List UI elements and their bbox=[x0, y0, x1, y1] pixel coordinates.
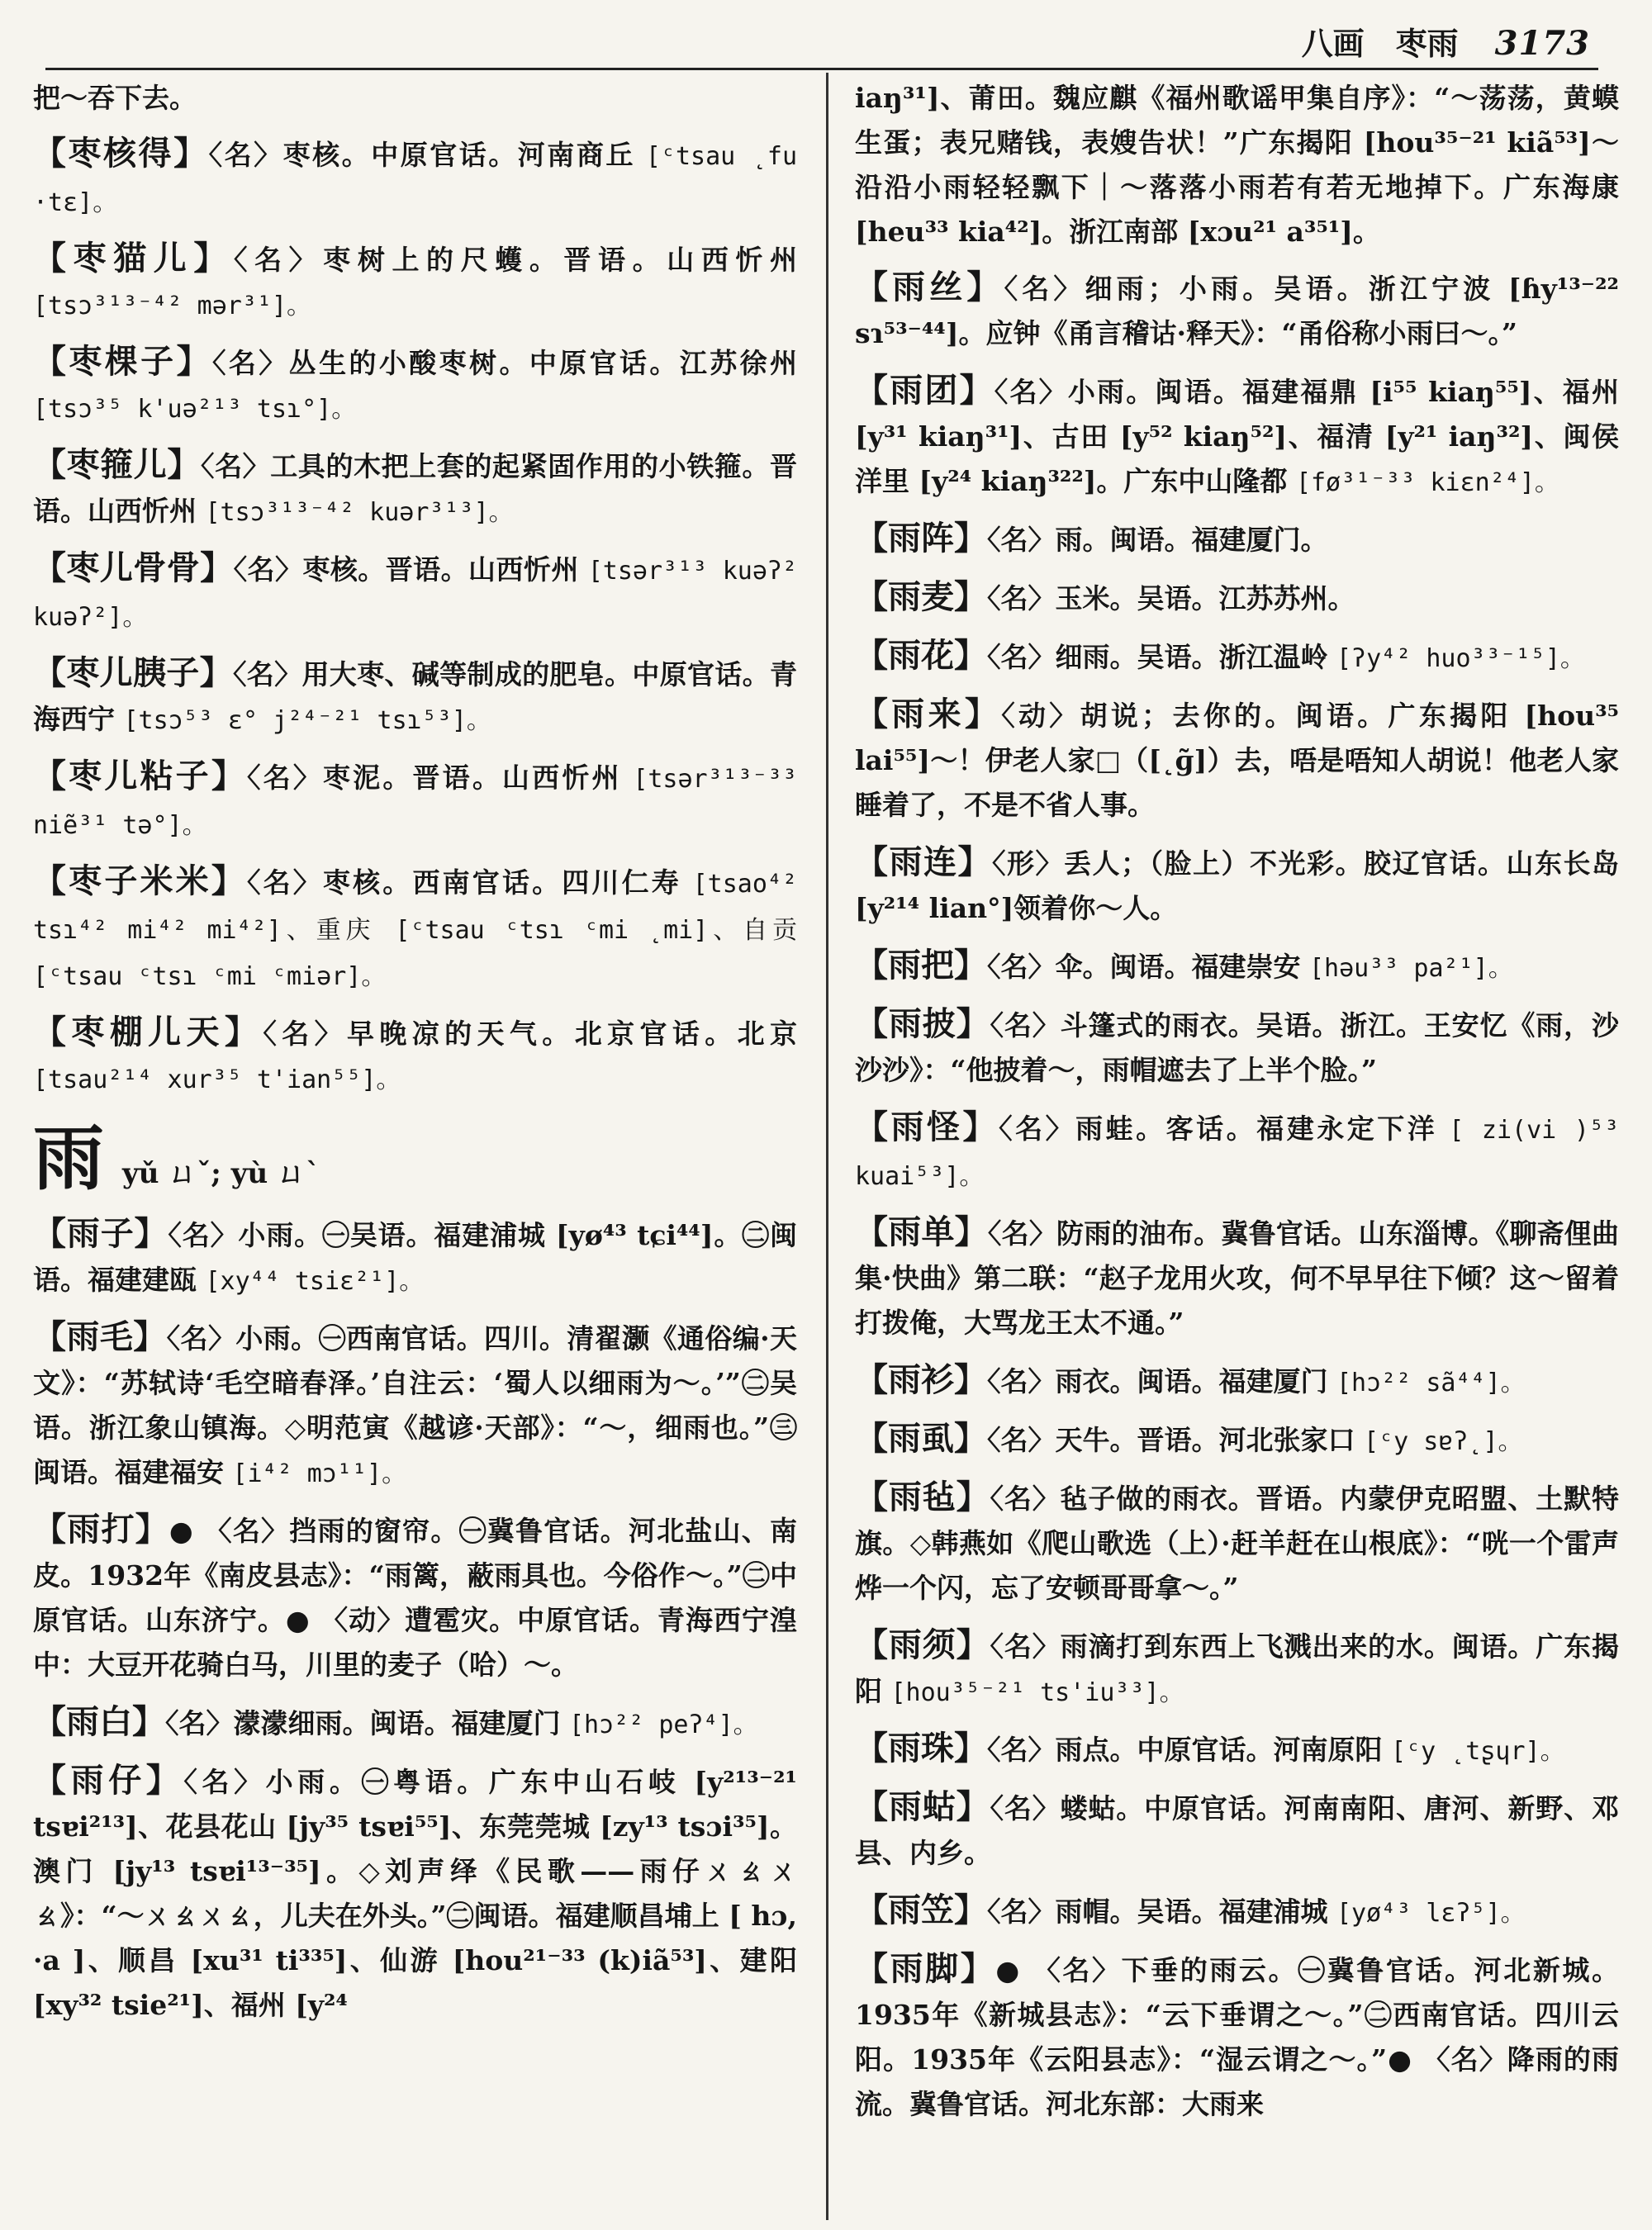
head-character: 雨 bbox=[33, 1117, 104, 1200]
entry-headword: 【雨丝】 bbox=[855, 268, 1004, 306]
entry-headword: 【雨珠】 bbox=[855, 1729, 987, 1767]
entry-phonetic: [xy⁴⁴ tsiɛ²¹]。 bbox=[205, 1267, 425, 1296]
entry-phonetic: [ᶜy sɐʔ˛]。 bbox=[1364, 1427, 1523, 1456]
entry-headword: 【雨单】 bbox=[855, 1213, 988, 1251]
entry-headword: 【枣箍儿】 bbox=[33, 446, 201, 484]
entry-definition: 〈名〉小雨。㊀粤语。广东中山石岐 [y²¹³⁻²¹ tsɐi²¹³]、花县花山 [jy³⁵ tsɐi⁵⁵]、东莞莞城 [zy¹³ tsɔi³⁵]。澳门 [jy¹³ tsɐi¹³⁻³⁵]。◇刘声绎《民歌——雨仔ㄨㄠㄨㄠ》：“～ㄨㄠㄨㄠ，儿夫在外头。”㊁闽语。福建顺昌埔上 [ hɔ, ·a ]、顺昌 [xu³¹ ti³³⁵]、仙游 [hou²¹⁻³³ (k)iã⁵³]、建阳 [xy³² tsie²¹]、福州 [y²⁴ bbox=[33, 1766, 797, 2021]
entry-phonetic: [tsɔ³⁵ k'uə²¹³ tsɿ°]。 bbox=[33, 395, 357, 424]
entry-phonetic: [i⁴² mɔ¹¹]。 bbox=[232, 1459, 407, 1488]
entry-headword: 【枣棵子】 bbox=[33, 343, 212, 381]
entry-phonetic: [ʔy⁴² huo³³⁻¹⁵]。 bbox=[1336, 644, 1585, 673]
entry-definition: 〈名〉毡子做的雨衣。晋语。内蒙伊克昭盟、土默特旗。◇韩燕如《爬山歌选（上）·赶羊赶在山根底》：“咣一个雷声烨一个闪，忘了安顿哥哥拿～。” bbox=[855, 1483, 1619, 1604]
entry-definition: iaŋ³¹]、莆田。魏应麒《福州歌谣甲集自序》：“～荡荡，黄蟆生蛋；表兄赌钱，表嫂告状！”广东揭阳 [hou³⁵⁻²¹ kiã⁵³]～沿沿小雨轻轻飘下｜～落落小雨若有若无地掉下。广东海康 [heu³³ kia⁴²]。浙江南部 [xɔu²¹ a³⁵¹]。 bbox=[855, 82, 1619, 248]
entry-definition: 〈名〉雨帽。吴语。福建浦城 bbox=[987, 1896, 1328, 1928]
dictionary-entry bbox=[33, 1315, 797, 1497]
entry-headword: 【雨连】 bbox=[855, 843, 992, 881]
entry-definition: 〈名〉小雨。闽语。福建福鼎 [i⁵⁵ kiaŋ⁵⁵]、福州 [y³¹ kiaŋ³¹]、古田 [y⁵² kiaŋ⁵²]、福清 [y²¹ iaŋ³²]、闽侯洋里 [y²⁴ kiaŋ³²²]。广东中山隆都 bbox=[855, 376, 1619, 497]
entry-definition: 〈名〉枣核。西南官话。四川仁寿 bbox=[246, 866, 681, 899]
entry-headword: 【雨阵】 bbox=[855, 520, 987, 558]
entry-phonetic: [tsɔ³¹³⁻⁴² kuər³¹³]。 bbox=[205, 498, 514, 527]
entry-definition: 〈名〉小雨。㊀西南官话。四川。清翟灏《通俗编·天文》：“苏轼诗‘毛空暗春泽。’自注云：‘蜀人以细雨为～。’”㊁吴语。浙江象山镇海。◇明范寅《越谚·天部》：“～，细雨也。”㊂闽语。福建福安 bbox=[33, 1322, 797, 1488]
dictionary-entry bbox=[855, 1623, 1619, 1715]
dictionary-entry bbox=[33, 651, 797, 743]
entry-definition: 〈名〉天牛。晋语。河北张家口 bbox=[987, 1424, 1355, 1456]
character-heading bbox=[33, 1117, 797, 1200]
entry-definition: 〈名〉玉米。吴语。江苏苏州。 bbox=[987, 582, 1355, 614]
entry-definition: 〈名〉雨点。中原官话。河南原阳 bbox=[987, 1734, 1383, 1766]
entry-phonetic: [fø³¹⁻³³ kiɛn²⁴]。 bbox=[1295, 468, 1559, 497]
dictionary-entry bbox=[855, 633, 1619, 681]
entry-definition: 〈名〉斗篷式的雨衣。吴语。浙江。王安忆《雨，沙沙沙》：“他披着～，雨帽遮去了上半个脸。” bbox=[855, 1009, 1619, 1086]
entry-definition: 〈名〉防雨的油布。冀鲁官话。山东淄博。《聊斋俚曲集·快曲》第二联：“赵子龙用火攻，何不早早往下倾？这～留着打拨俺，大骂龙王太不通。” bbox=[855, 1217, 1619, 1339]
entry-headword: 【雨笠】 bbox=[855, 1891, 987, 1929]
section-title: 八画 枣雨 bbox=[1301, 25, 1459, 62]
entry-headword: 【雨打】 bbox=[33, 1511, 169, 1549]
dictionary-entry bbox=[855, 575, 1619, 623]
dictionary-entry bbox=[855, 1888, 1619, 1936]
entry-phonetic: [həu³³ pa²¹]。 bbox=[1309, 954, 1513, 983]
entry-phonetic: [tsau²¹⁴ xur³⁵ t'ian⁵⁵]。 bbox=[33, 1065, 401, 1094]
entry-definition: 〈名〉伞。闽语。福建崇安 bbox=[987, 951, 1301, 983]
dictionary-entry bbox=[33, 1507, 797, 1689]
entry-definition: 〈名〉小雨。㊀吴语。福建浦城 [yø⁴³ tɕi⁴⁴]。㊁闽语。福建建瓯 bbox=[33, 1219, 797, 1296]
entry-phonetic: [ zi(vi )⁵³ kuai⁵³]。 bbox=[855, 1116, 1619, 1191]
entry-phonetic: [hɔ²² peʔ⁴]。 bbox=[569, 1710, 758, 1739]
dictionary-entry bbox=[855, 1475, 1619, 1612]
entry-definition: 〈名〉枣树上的尺蠖。晋语。山西忻州 bbox=[233, 244, 797, 276]
entry-headword: 【雨脚】 bbox=[855, 1950, 996, 1988]
dictionary-entry: 把～吞下去。 bbox=[33, 82, 197, 114]
dictionary-entry bbox=[855, 840, 1619, 932]
column-divider bbox=[826, 73, 828, 2220]
entry-phonetic: [hɔ²² sã⁴⁴]。 bbox=[1336, 1369, 1526, 1397]
entry-definition: 〈名〉雨滴打到东西上飞溅出来的水。闽语。广东揭阳 bbox=[855, 1630, 1619, 1707]
entry-phonetic: [tsər³¹³ kuəʔ² kuəʔ²]。 bbox=[33, 557, 797, 632]
dictionary-entry bbox=[855, 1785, 1619, 1877]
right-column bbox=[855, 76, 1619, 2223]
dictionary-entry bbox=[33, 339, 797, 432]
entry-definition: 〈名〉工具的木把上套的起紧固作用的小铁箍。晋语。山西忻州 bbox=[33, 450, 797, 527]
dictionary-entry bbox=[855, 516, 1619, 564]
dictionary-entry bbox=[855, 1002, 1619, 1094]
entry-headword: 【雨麦】 bbox=[855, 578, 987, 616]
entry-headword: 【枣核得】 bbox=[33, 135, 209, 173]
page-number: 3173 bbox=[1494, 24, 1590, 63]
dictionary-entry bbox=[855, 943, 1619, 991]
dictionary-entry bbox=[33, 546, 797, 640]
entry-headword: 【枣猫儿】 bbox=[33, 240, 234, 278]
left-column bbox=[33, 76, 797, 2223]
entry-definition: 〈名〉濛濛细雨。闽语。福建厦门 bbox=[165, 1707, 561, 1739]
entry-definition: 〈动〉胡说；去你的。闽语。广东揭阳 [hou³⁵ lai⁵⁵]～！伊老人家□（[˛ɡ̃]）去，唔是唔知人胡说！他老人家睡着了，不是不省人事。 bbox=[855, 700, 1619, 821]
entry-headword: 【雨毛】 bbox=[33, 1318, 167, 1356]
dictionary-entry bbox=[33, 443, 797, 535]
entry-phonetic: [ᶜtsau ˛fu ·tɛ]。 bbox=[33, 142, 797, 217]
entry-definition: 〈名〉用大枣、碱等制成的肥皂。中原官话。青海西宁 bbox=[33, 658, 797, 735]
entry-definition: 〈名〉早晚凉的天气。北京官话。北京 bbox=[263, 1018, 797, 1050]
dictionary-entry bbox=[33, 754, 797, 848]
dictionary-entry bbox=[855, 76, 1619, 254]
entry-definition: 〈形〉丢人；（脸上）不光彩。胶辽官话。山东长岛 [y²¹⁴ lian°]领着你～人。 bbox=[855, 847, 1619, 924]
entry-headword: 【雨蛄】 bbox=[855, 1788, 990, 1826]
dictionary-entry bbox=[855, 1726, 1619, 1774]
dictionary-entry bbox=[33, 236, 797, 329]
running-head bbox=[1302, 18, 1590, 68]
dictionary-entry bbox=[33, 131, 797, 225]
entry-phonetic: [hou³⁵⁻²¹ ts'iu³³]。 bbox=[890, 1678, 1184, 1707]
entry-definition: 〈名〉蝼蛄。中原官话。河南南阳、唐河、新野、邓县、内乡。 bbox=[855, 1792, 1619, 1869]
dictionary-entry bbox=[855, 265, 1619, 358]
entry-headword: 【雨白】 bbox=[33, 1703, 165, 1741]
entry-headword: 【雨花】 bbox=[855, 637, 987, 675]
dictionary-entry bbox=[855, 692, 1619, 829]
entry-phonetic: [yø⁴³ lɛʔ⁵]。 bbox=[1336, 1899, 1526, 1928]
entry-phonetic: [tsao⁴² tsɿ⁴² mi⁴² mi⁴²]、重庆 [ᶜtsau ᶜtsɿ ᶜmi ˛mi]、自贡 [ᶜtsau ᶜtsɿ ᶜmi ᶜmiər]。 bbox=[33, 870, 797, 991]
entry-headword: 【雨毡】 bbox=[855, 1478, 990, 1516]
entry-headword: 【雨团】 bbox=[855, 372, 995, 410]
entry-definition: 〈名〉枣泥。晋语。山西忻州 bbox=[247, 762, 622, 794]
entry-headword: 【枣棚儿天】 bbox=[33, 1013, 263, 1051]
entry-definition: 〈名〉雨衣。闽语。福建厦门 bbox=[987, 1365, 1328, 1397]
dictionary-entry bbox=[33, 1010, 797, 1103]
entry-phonetic: [tsər³¹³⁻³³ niẽ³¹ tə°]。 bbox=[33, 765, 797, 840]
dictionary-entry bbox=[33, 1212, 797, 1304]
entry-headword: 【雨衫】 bbox=[855, 1361, 987, 1399]
entry-headword: 【雨怪】 bbox=[855, 1108, 999, 1146]
dictionary-entry bbox=[33, 1758, 797, 2029]
header-rule bbox=[45, 68, 1598, 70]
entry-definition: ● 〈名〉挡雨的窗帘。㊀冀鲁官话。河北盐山、南皮。1932年《南皮县志》：“雨篱，蔽雨具也。今俗作～。”㊁中原官话。山东济宁。● 〈动〉遭雹灾。中原官话。青海西宁湟中：大豆开花骑白马，川里的麦子（哈）～。 bbox=[33, 1515, 797, 1681]
entry-headword: 【枣儿胰子】 bbox=[33, 654, 233, 692]
entry-phonetic: [ᶜy ˛tʂɥr]。 bbox=[1391, 1737, 1565, 1766]
dictionary-entry bbox=[33, 1700, 797, 1748]
dictionary-entry bbox=[855, 1105, 1619, 1199]
dictionary-entry bbox=[855, 1416, 1619, 1464]
entry-headword: 【雨仔】 bbox=[33, 1762, 184, 1800]
entry-phonetic: [tsɔ⁵³ ɛ° j²⁴⁻²¹ tsɿ⁵³]。 bbox=[123, 706, 491, 735]
entry-definition: ● 〈名〉下垂的雨云。㊀冀鲁官话。河北新城。1935年《新城县志》：“云下垂谓之～。”㊁西南官话。四川云阳。1935年《云阳县志》：“湿云谓之～。”● 〈名〉降雨的雨流。冀鲁官话。河北东部：大雨来 bbox=[855, 1954, 1619, 2120]
entry-headword: 【雨子】 bbox=[33, 1215, 169, 1253]
entry-definition: 〈名〉雨。闽语。福建厦门。 bbox=[987, 524, 1328, 556]
dictionary-entry bbox=[855, 368, 1619, 505]
entry-headword: 【枣子米米】 bbox=[33, 862, 247, 900]
entry-phonetic: [tsɔ³¹³⁻⁴² mər³¹]。 bbox=[33, 292, 312, 320]
entry-definition: 〈名〉细雨；小雨。吴语。浙江宁波 [ɦy¹³⁻²² sɿ⁵³⁻⁴⁴]。应钟《甬言稽诂·释天》：“甬俗称小雨曰～。” bbox=[855, 273, 1619, 349]
entry-headword: 【雨披】 bbox=[855, 1005, 990, 1043]
entry-definition: 〈名〉丛生的小酸枣树。中原官话。江苏徐州 bbox=[211, 347, 797, 379]
entry-headword: 【雨来】 bbox=[855, 695, 1002, 733]
entry-definition: 〈名〉枣核。中原官话。河南商丘 bbox=[208, 139, 635, 171]
head-pinyin: yǔ ㄩˇ; yù ㄩˋ bbox=[122, 1157, 320, 1190]
entry-headword: 【雨把】 bbox=[855, 947, 987, 985]
dictionary-entry bbox=[855, 1947, 1619, 2128]
dictionary-entry bbox=[855, 1358, 1619, 1406]
entry-definition: 〈名〉枣核。晋语。山西忻州 bbox=[233, 553, 579, 586]
dictionary-entry bbox=[33, 859, 797, 999]
entry-headword: 【雨虱】 bbox=[855, 1420, 987, 1458]
dictionary-entry bbox=[855, 1210, 1619, 1347]
entry-headword: 【雨须】 bbox=[855, 1626, 990, 1664]
entry-definition: 〈名〉细雨。吴语。浙江温岭 bbox=[987, 641, 1328, 673]
entry-headword: 【枣儿骨骨】 bbox=[33, 549, 234, 587]
entry-headword: 【枣儿粘子】 bbox=[33, 757, 247, 795]
entry-definition: 〈名〉雨蛙。客话。福建永定下洋 bbox=[999, 1113, 1438, 1145]
